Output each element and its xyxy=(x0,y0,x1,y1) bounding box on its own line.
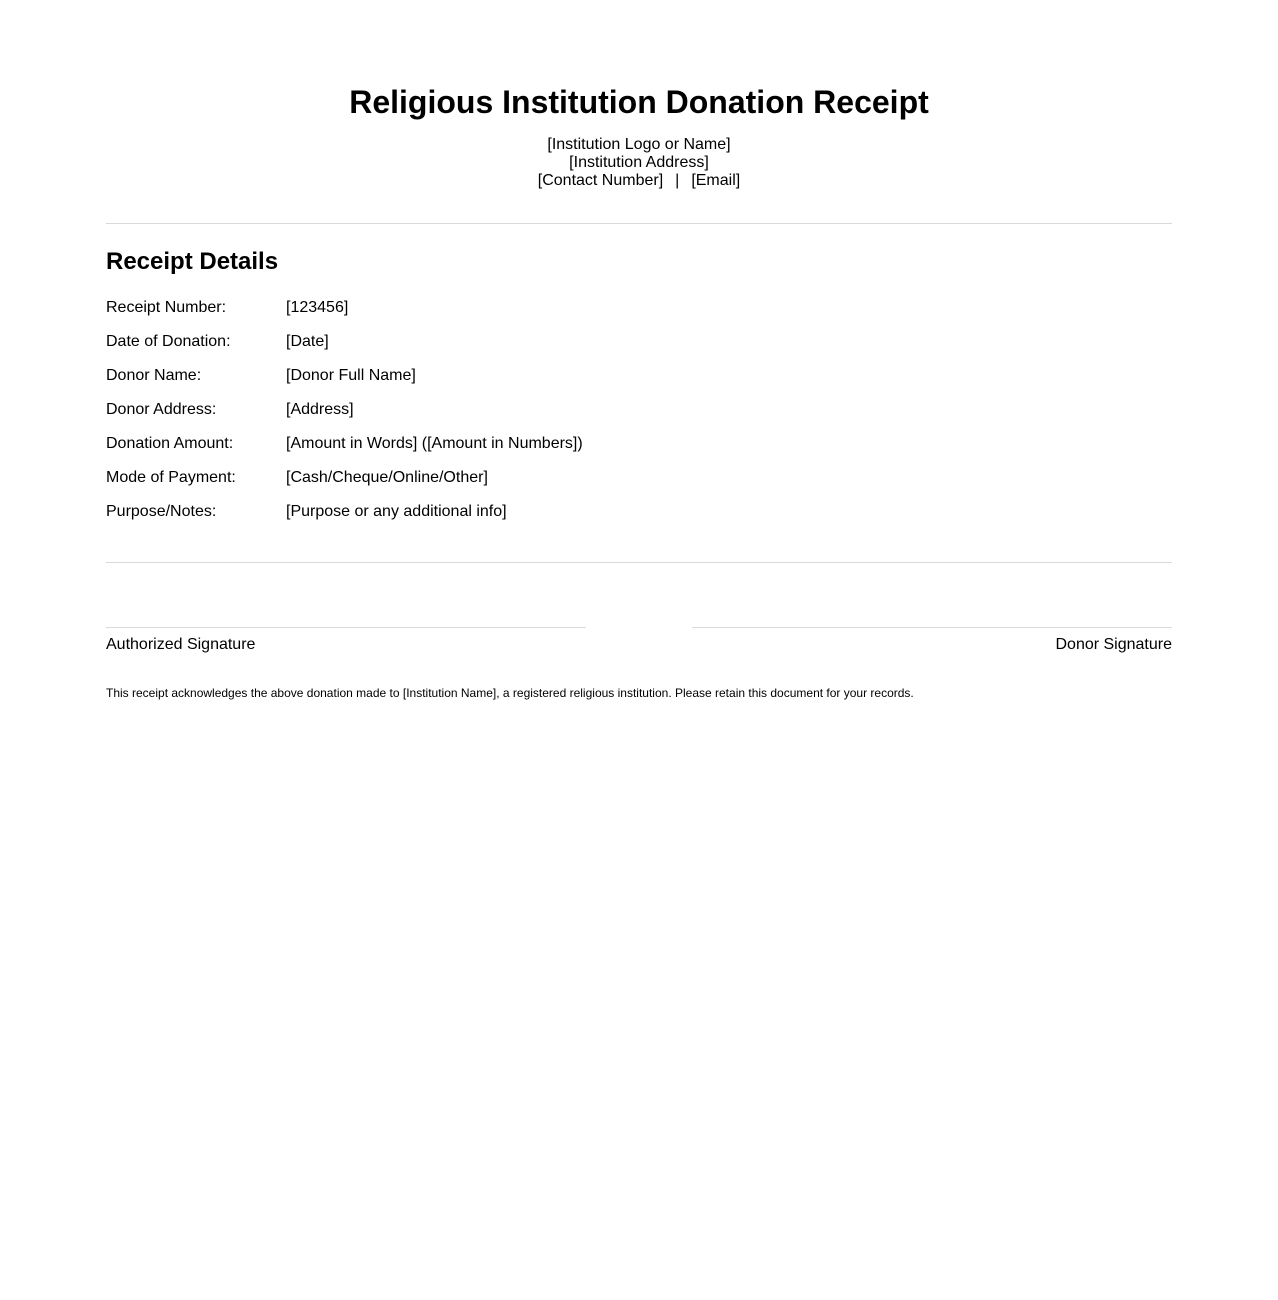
detail-value: [Cash/Cheque/Online/Other] xyxy=(286,469,488,486)
detail-value: [Date] xyxy=(286,333,329,350)
authorized-signature-line xyxy=(106,627,586,628)
receipt-title: Religious Institution Donation Receipt xyxy=(349,84,929,120)
detail-row-donor-name xyxy=(106,366,1172,400)
detail-label: Receipt Number: xyxy=(106,299,227,316)
detail-row-purpose xyxy=(106,502,1172,536)
detail-label: Purpose/Notes: xyxy=(106,503,217,520)
detail-row-date xyxy=(106,332,1172,366)
contact-email: [Email] xyxy=(691,172,741,189)
institution-header xyxy=(106,136,1172,190)
detail-value: [Amount in Words] ([Amount in Numbers]) xyxy=(286,435,583,452)
detail-row-donor-address xyxy=(106,400,1172,434)
detail-row-receipt-number xyxy=(106,298,1172,332)
detail-label: Mode of Payment: xyxy=(106,469,236,486)
detail-value: [123456] xyxy=(286,299,349,316)
header-divider xyxy=(106,223,1172,224)
detail-value: [Donor Full Name] xyxy=(286,367,416,384)
institution-address: [Institution Address] xyxy=(569,154,709,171)
detail-label: Donor Name: xyxy=(106,367,202,384)
contact-separator: | xyxy=(675,172,680,189)
section-title: Receipt Details xyxy=(106,248,279,275)
institution-name: [Institution Logo or Name] xyxy=(547,136,731,153)
footer-note: This receipt acknowledges the above donation made to [Institution Name], a registered religious institution. Please retain this document for your records. xyxy=(106,686,914,700)
detail-label: Date of Donation: xyxy=(106,333,231,350)
authorized-signature-label: Authorized Signature xyxy=(106,636,256,653)
detail-row-payment-mode xyxy=(106,468,1172,502)
donor-signature-label: Donor Signature xyxy=(1055,636,1172,653)
institution-contact-line xyxy=(106,172,1172,190)
details-divider xyxy=(106,562,1172,563)
detail-value: [Address] xyxy=(286,401,354,418)
detail-label: Donor Address: xyxy=(106,401,217,418)
detail-label: Donation Amount: xyxy=(106,435,234,452)
detail-value: [Purpose or any additional info] xyxy=(286,503,507,520)
detail-row-donation-amount xyxy=(106,434,1172,468)
receipt-details xyxy=(106,298,1172,536)
donor-signature-line xyxy=(692,627,1172,628)
contact-number: [Contact Number] xyxy=(537,172,664,189)
